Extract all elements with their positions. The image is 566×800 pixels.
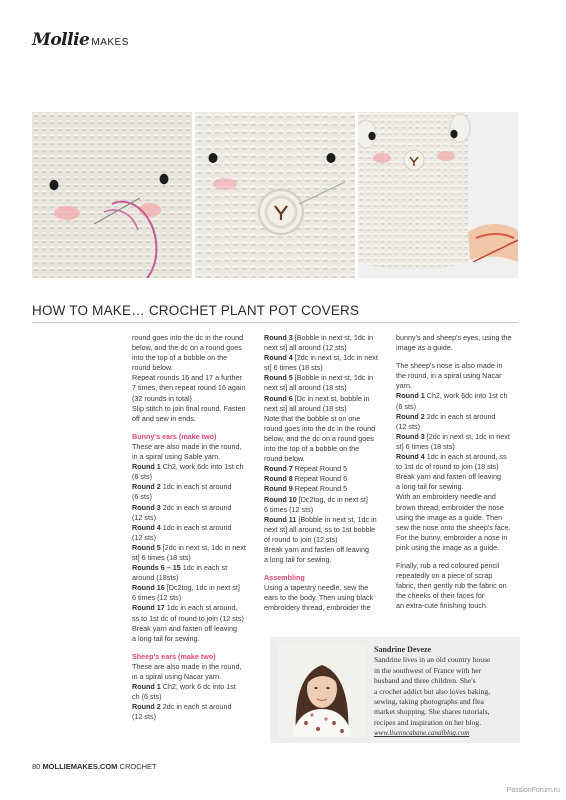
body-line: The sheep's nose is also made in — [396, 361, 503, 371]
author-bio-line: recipes and inspiration on her blog. — [374, 717, 482, 727]
round-text: Repeat Round 6 — [292, 474, 348, 484]
text-block — [396, 361, 522, 553]
round-text: Repeat Round 5 — [292, 484, 348, 494]
photo-sheep-nose — [195, 112, 355, 278]
body-line: Using a tapestry needle, sew the — [264, 583, 369, 593]
round-line — [396, 432, 522, 442]
body-line: round below. — [264, 454, 305, 464]
body-line: 6 times (12 sts) — [264, 504, 314, 514]
body-line: 6 times (12 sts) — [132, 593, 182, 603]
body-line: to 1st dc of round to join (18 sts) — [396, 462, 499, 472]
page-title: HOW TO MAKE… CROCHET PLANT POT COVERS — [32, 303, 360, 318]
round-line — [264, 333, 390, 343]
body-line: next st] all around (12 sts) — [264, 343, 347, 353]
round-label: Round 4 — [396, 452, 425, 462]
round-text: [2dc in next st, 1dc in next — [292, 353, 378, 363]
round-text: [Bobble in next st, 1dc in — [296, 514, 377, 524]
text-block — [396, 561, 522, 611]
round-text: 1dc in each st around, ss — [424, 452, 507, 462]
footer-section: CROCHET — [119, 762, 157, 771]
round-text: Ch2, work 6 dc into 1st — [160, 682, 236, 692]
body-line: st] 6 times (18 sts) — [264, 363, 323, 373]
body-line: into the top of a bobble on the — [264, 444, 360, 454]
round-line — [264, 474, 390, 484]
author-bio-text — [374, 645, 514, 739]
round-line — [264, 353, 390, 363]
author-bio-line: a crochet addict but also loves baking, — [374, 686, 491, 696]
body-line: repeatedly on a piece of scrap — [396, 571, 493, 581]
photo-bunny-pot — [32, 112, 192, 278]
body-line: using the image as a guide. Then — [396, 512, 503, 522]
body-line: off and sew in ends. — [132, 413, 196, 423]
body-line: Slip stitch to join final round. Fasten — [132, 403, 246, 413]
round-line — [264, 464, 390, 474]
body-line: in a spiral using Nacar yarn. — [132, 672, 222, 681]
body-line: round goes into the dc in the round — [264, 423, 376, 433]
round-line — [132, 702, 258, 712]
column-3 — [396, 333, 522, 619]
round-line — [132, 603, 258, 613]
round-label: Round 10 — [264, 494, 297, 504]
text-block — [264, 573, 390, 613]
body-line: st] 6 times (18 sts) — [132, 552, 191, 562]
round-label: Round 4 — [132, 522, 161, 532]
round-label: Round 3 — [132, 502, 161, 512]
body-line: (6 sts) — [396, 401, 416, 411]
body-line: Note that the bobble st on one — [264, 413, 361, 423]
round-label: Round 16 — [132, 583, 165, 593]
round-line — [264, 394, 390, 404]
round-line — [132, 682, 258, 692]
body-line: Break yarn and fasten off leaving — [396, 472, 501, 482]
body-line: For the bunny, embroider a nose in — [396, 532, 508, 542]
round-line — [264, 515, 390, 525]
text-block — [132, 652, 258, 723]
round-label: Round 1 — [396, 391, 425, 401]
round-label: Round 4 — [264, 353, 293, 363]
author-bio-line: sewing, taking photographs and flea — [374, 697, 484, 707]
round-line — [132, 543, 258, 553]
body-line: (6 sts) — [132, 472, 152, 482]
body-line: ears to the body. Then using black — [264, 593, 374, 603]
body-line: Finally, rub a red coloured pencil — [396, 560, 500, 570]
round-text: 1dc in each st — [180, 563, 228, 573]
page-number: 80 — [32, 762, 41, 771]
author-name: Sandrine Deveze — [374, 645, 432, 654]
photo-finished-sheep — [358, 112, 518, 278]
round-text: [Bobble in next st, 1dc in — [292, 373, 374, 383]
round-label: Round 8 — [264, 474, 293, 484]
round-line — [132, 462, 258, 472]
round-text: [Dc2tog, dc in next st] — [296, 494, 368, 504]
round-text: Repeat Round 5 — [292, 464, 348, 474]
body-line: Break yarn and fasten off leaving — [264, 544, 369, 554]
author-website-link[interactable]: www.lisenncabane.canalblog.com — [374, 729, 470, 738]
round-line — [396, 412, 522, 422]
body-line: These are also made in the round, — [132, 441, 242, 451]
author-bio-box — [270, 637, 520, 743]
round-label: Round 5 — [264, 373, 293, 383]
round-label: Round 11 — [264, 514, 297, 524]
body-line: (12 sts) — [132, 532, 156, 542]
round-text: [Dc in next st, bobble in — [292, 393, 370, 403]
body-line: (12 sts) — [132, 512, 156, 522]
round-text: 2dc in each st around — [160, 502, 232, 512]
body-line: Repeat rounds 16 and 17 a further — [132, 373, 242, 383]
body-line: next st] all around (18 sts) — [264, 383, 347, 393]
round-label: Round 1 — [132, 462, 161, 472]
body-line: brown thread, embroider the nose — [396, 502, 504, 512]
body-line: Break yarn and fasten off leaving — [132, 623, 237, 633]
round-label: Round 2 — [132, 702, 161, 712]
author-photo — [278, 643, 366, 737]
round-text: Ch2, work 6dc into 1st ch — [424, 391, 508, 401]
body-line: a long tail for sewing. — [264, 555, 332, 565]
round-label: Round 7 — [264, 464, 293, 474]
round-line — [132, 482, 258, 492]
body-line: round goes into the dc in the round — [132, 333, 244, 342]
round-text: [2dc in next st, 1dc in next — [424, 431, 510, 441]
text-block — [396, 333, 522, 353]
round-text: [Dc2tog, 1dc in next st] — [164, 583, 240, 593]
round-line — [396, 452, 522, 462]
round-line — [264, 495, 390, 505]
author-bio-line: husband and three children. She's — [374, 676, 476, 686]
text-block — [132, 432, 258, 644]
body-line: an extra-cute finishing touch. — [396, 601, 488, 611]
round-text: 1dc in each st around, — [164, 603, 238, 613]
body-line: image as a guide. — [396, 343, 453, 353]
author-bio-line: in the southwest of France with her — [374, 665, 482, 675]
round-text: Ch2, work 6dc into 1st ch — [160, 462, 244, 472]
round-label: Round 1 — [132, 682, 161, 692]
author-bio-line: Sandrine lives in an old country house — [374, 655, 491, 665]
body-line: the cheeks of their faces for — [396, 591, 485, 601]
body-line: next st] all around (18 sts) — [264, 403, 347, 413]
body-line: ch (6 sts) — [132, 692, 162, 702]
round-line — [132, 523, 258, 533]
author-bio-line: market shopping. She shares tutorials, — [374, 707, 490, 717]
body-line: embroidery thread, embroider the — [264, 603, 371, 613]
body-line: (12 sts) — [396, 421, 420, 431]
body-line: (32 rounds in total) — [132, 393, 192, 403]
round-label: Round 3 — [264, 333, 293, 342]
photo-strip — [32, 112, 518, 278]
round-text: [2dc in next st, 1dc in next — [160, 542, 246, 552]
section-heading: Assembling — [264, 573, 305, 583]
round-text: 2dc in each st around — [160, 702, 232, 712]
round-label: Round 9 — [264, 484, 293, 494]
body-line: a long tail for sewing. — [132, 633, 200, 643]
body-line: pink using the image as a guide. — [396, 542, 500, 552]
round-label: Round 3 — [396, 431, 425, 441]
round-text: 1dc in each st around — [160, 522, 232, 532]
body-line: a long tail for sewing. — [396, 482, 464, 492]
title-divider — [32, 322, 518, 323]
body-line: around (18sts) — [132, 573, 179, 583]
body-line: next st] all around, ss to 1st bobble — [264, 524, 376, 534]
brand-logo — [32, 30, 129, 50]
round-text: 1dc in each st around — [160, 482, 232, 492]
author-bio-lines — [374, 655, 514, 728]
round-line — [264, 484, 390, 494]
body-line: (12 sts) — [132, 712, 156, 722]
round-line — [132, 563, 258, 573]
watermark: PassionForum.ru — [506, 787, 560, 794]
body-line: into the top of a bobble on the — [132, 353, 228, 363]
body-line: (6 sts) — [132, 492, 152, 502]
round-text: 2dc in each st around — [424, 411, 496, 421]
body-line: With an embroidery needle and — [396, 492, 496, 502]
body-line: round below. — [132, 363, 173, 373]
body-line: sew the nose onto the sheep's face. — [396, 522, 511, 532]
round-line — [396, 391, 522, 401]
round-label: Round 2 — [132, 482, 161, 492]
round-line — [264, 373, 390, 383]
footer-site[interactable]: MOLLIEMAKES.COM — [42, 762, 118, 771]
body-line: bunny's and sheep's eyes, using the — [396, 333, 512, 342]
body-line: below, and the dc on a round goes — [264, 433, 374, 443]
body-line: in a spiral using Sable yarn. — [132, 452, 221, 462]
column-2 — [264, 333, 390, 622]
brand-caps: MAKES — [91, 37, 129, 48]
body-line: below, and the dc on a round goes — [132, 343, 242, 353]
round-label: Round 5 — [132, 542, 161, 552]
body-line: These are also made in the round, — [132, 661, 242, 671]
column-1 — [132, 333, 258, 730]
round-label: Round 6 — [264, 393, 293, 403]
round-label: Round 2 — [396, 411, 425, 421]
body-line: the round, in a spiral using Nacar — [396, 371, 502, 381]
round-text: [Bobble in next st, 1dc in — [292, 333, 374, 342]
round-line — [132, 583, 258, 593]
body-line: yarn. — [396, 381, 412, 391]
round-line — [132, 503, 258, 513]
body-line: 7 times, then repeat round 16 again — [132, 383, 246, 393]
body-line: st] 6 times (18 sts) — [396, 441, 455, 451]
section-heading: Bunny's ears (make two) — [132, 431, 217, 441]
body-line: of round to join (12 sts) — [264, 534, 338, 544]
section-heading: Sheep's ears (make two) — [132, 651, 216, 661]
round-label: Rounds 6 – 15 — [132, 563, 181, 573]
page-footer — [32, 762, 157, 771]
brand-script: Mollie — [32, 30, 90, 50]
text-block — [264, 333, 390, 565]
body-line: fabric, then gently rub the fabric on — [396, 581, 507, 591]
text-block — [132, 333, 258, 424]
body-line: ss to 1st dc of round to join (12 sts) — [132, 613, 244, 623]
round-label: Round 17 — [132, 603, 165, 613]
